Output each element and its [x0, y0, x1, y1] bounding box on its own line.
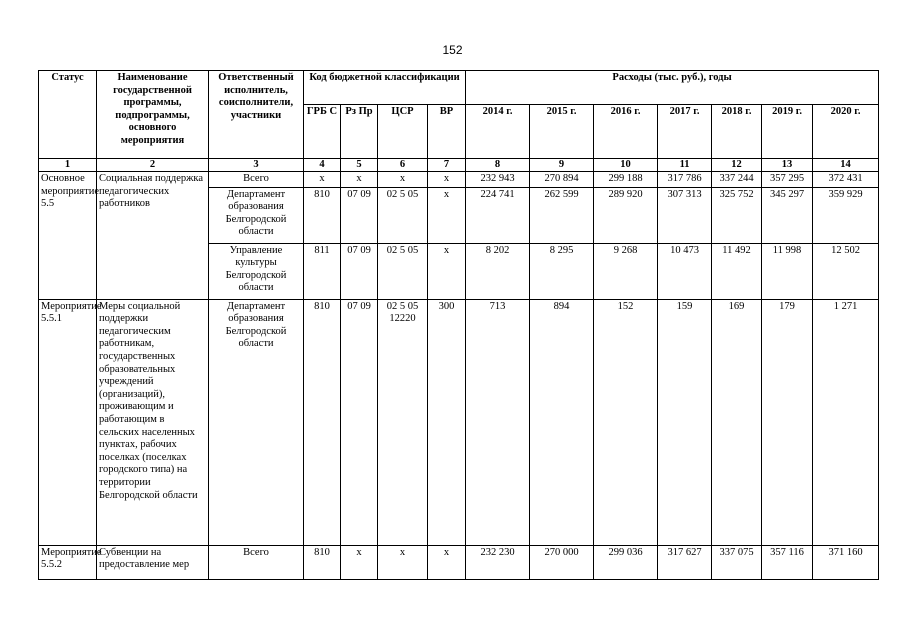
row-vr: х — [428, 243, 466, 299]
row-status: Мероприятие 5.5.1 — [39, 299, 97, 545]
row-value: 371 160 — [813, 545, 879, 579]
row-vr: х — [428, 545, 466, 579]
row-csr: х — [378, 172, 428, 188]
column-number: 3 — [209, 159, 304, 172]
row-rzpr: х — [341, 545, 378, 579]
row-grbs: 810 — [304, 299, 341, 545]
header-year: 2019 г. — [762, 105, 813, 159]
row-value: 179 — [762, 299, 813, 545]
row-vr: 300 — [428, 299, 466, 545]
header-code-group: Код бюджетной классификации — [304, 71, 466, 105]
header-rzpr: Рз Пр — [341, 105, 378, 159]
row-value: 337 075 — [712, 545, 762, 579]
row-executor: Всего — [209, 545, 304, 579]
row-value: 152 — [594, 299, 658, 545]
column-number: 13 — [762, 159, 813, 172]
row-rzpr: х — [341, 172, 378, 188]
row-rzpr: 07 09 — [341, 243, 378, 299]
header-grbs: ГРБ С — [304, 105, 341, 159]
row-executor: Управление культуры Белгородской области — [209, 243, 304, 299]
row-vr: х — [428, 187, 466, 243]
column-number: 14 — [813, 159, 879, 172]
row-value: 357 116 — [762, 545, 813, 579]
row-value: 317 627 — [658, 545, 712, 579]
row-rzpr: 07 09 — [341, 299, 378, 545]
row-value: 345 297 — [762, 187, 813, 243]
header-year: 2016 г. — [594, 105, 658, 159]
row-status: Мероприятие 5.5.2 — [39, 545, 97, 579]
row-name: Субвенции на предоставление мер — [97, 545, 209, 579]
row-value: 894 — [530, 299, 594, 545]
row-value: 12 502 — [813, 243, 879, 299]
column-number: 2 — [97, 159, 209, 172]
row-value: 270 000 — [530, 545, 594, 579]
row-value: 289 920 — [594, 187, 658, 243]
header-year: 2014 г. — [466, 105, 530, 159]
row-value: 10 473 — [658, 243, 712, 299]
row-value: 169 — [712, 299, 762, 545]
row-grbs: 810 — [304, 187, 341, 243]
header-csr: ЦСР — [378, 105, 428, 159]
header-status: Статус — [39, 71, 97, 159]
row-grbs: 810 — [304, 545, 341, 579]
row-rzpr: 07 09 — [341, 187, 378, 243]
column-number: 12 — [712, 159, 762, 172]
row-value: 359 929 — [813, 187, 879, 243]
column-number: 10 — [594, 159, 658, 172]
row-name: Социальная поддержка педагогических работников — [97, 172, 209, 300]
row-executor: Департамент образования Белгородской области — [209, 187, 304, 243]
row-csr: 02 5 05 12220 — [378, 299, 428, 545]
row-vr: х — [428, 172, 466, 188]
header-year: 2017 г. — [658, 105, 712, 159]
row-value: 11 998 — [762, 243, 813, 299]
header-expenses-group: Расходы (тыс. руб.), годы — [466, 71, 879, 105]
header-name: Наименование государственной программы, подпрограммы, основного мероприятия — [97, 71, 209, 159]
row-grbs: 811 — [304, 243, 341, 299]
row-csr: х — [378, 545, 428, 579]
row-value: 299 188 — [594, 172, 658, 188]
column-number: 8 — [466, 159, 530, 172]
header-year: 2020 г. — [813, 105, 879, 159]
row-value: 11 492 — [712, 243, 762, 299]
column-numbers-row — [39, 159, 879, 172]
row-value: 307 313 — [658, 187, 712, 243]
row-value: 232 943 — [466, 172, 530, 188]
column-number: 7 — [428, 159, 466, 172]
column-number: 1 — [39, 159, 97, 172]
row-value: 317 786 — [658, 172, 712, 188]
row-value: 8 295 — [530, 243, 594, 299]
column-number: 5 — [341, 159, 378, 172]
row-value: 299 036 — [594, 545, 658, 579]
row-grbs: х — [304, 172, 341, 188]
row-executor: Департамент образования Белгородской области — [209, 299, 304, 545]
row-value: 232 230 — [466, 545, 530, 579]
row-value: 1 271 — [813, 299, 879, 545]
column-number: 9 — [530, 159, 594, 172]
row-value: 372 431 — [813, 172, 879, 188]
row-value: 270 894 — [530, 172, 594, 188]
column-number: 4 — [304, 159, 341, 172]
table-row — [39, 172, 879, 188]
page-number: 152 — [442, 43, 463, 57]
row-value: 337 244 — [712, 172, 762, 188]
table-row — [39, 299, 879, 545]
row-value: 357 295 — [762, 172, 813, 188]
header-vr: ВР — [428, 105, 466, 159]
row-value: 262 599 — [530, 187, 594, 243]
row-csr: 02 5 05 — [378, 187, 428, 243]
row-value: 8 202 — [466, 243, 530, 299]
header-year: 2018 г. — [712, 105, 762, 159]
row-value: 713 — [466, 299, 530, 545]
budget-table — [38, 70, 879, 580]
row-value: 325 752 — [712, 187, 762, 243]
row-csr: 02 5 05 — [378, 243, 428, 299]
row-status: Основное мероприятие 5.5 — [39, 172, 97, 300]
row-value: 9 268 — [594, 243, 658, 299]
row-name: Меры социальной поддержки педагогическим работникам, государственных образовательных учреждений (организаций), проживающим и работающим в сельских населенных пунктах, рабочих поселках (поселках городского типа) на территории Белгородской области — [97, 299, 209, 545]
row-executor: Всего — [209, 172, 304, 188]
row-value: 159 — [658, 299, 712, 545]
header-year: 2015 г. — [530, 105, 594, 159]
table-row — [39, 545, 879, 579]
row-value: 224 741 — [466, 187, 530, 243]
column-number: 11 — [658, 159, 712, 172]
header-executor: Ответственный исполнитель, соисполнители, участники — [209, 71, 304, 159]
column-number: 6 — [378, 159, 428, 172]
